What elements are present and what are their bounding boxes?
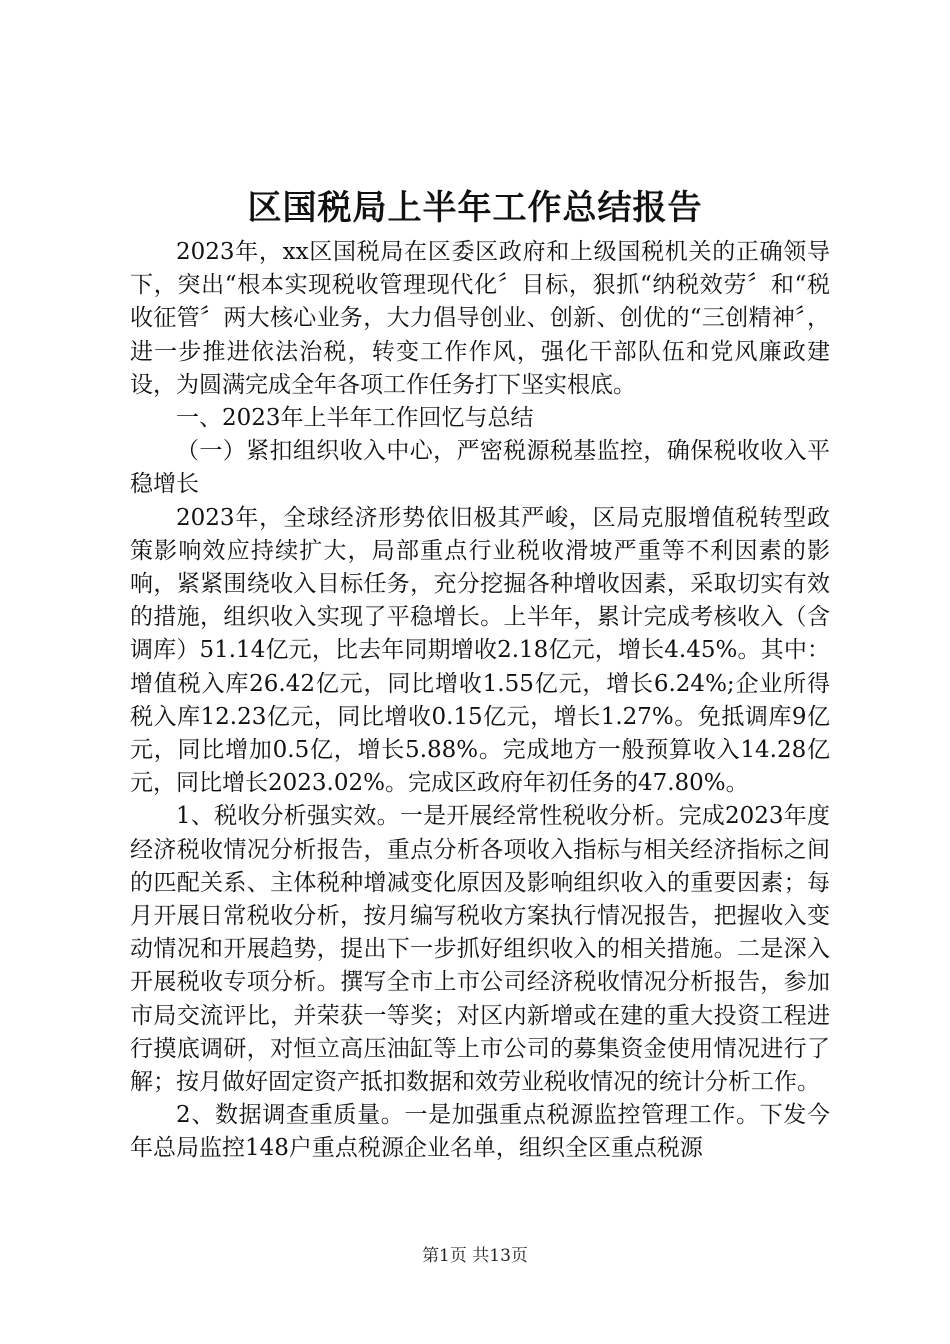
section-heading: 一、2023年上半年工作回忆与总结: [176, 405, 534, 432]
page-total: 共13页: [472, 1246, 528, 1266]
page-number: 第1页: [422, 1246, 467, 1266]
page-footer: [0, 1244, 950, 1268]
paragraph-revenue: 2023年，全球经济形势依旧极其严峻，区局克服增值税转型政策影响效应持续扩大，局部重点行业税收滑坡严重等不利因素的影响，紧紧围绕收入目标任务，充分挖掘各种增收因素，采取切实有效的措施，组织收入实现了平稳增长。上半年，累计完成考核收入（含调库）51.14亿元，比去年同期增收2.18亿元，增长4.45%。其中：增值税入库26.42亿元，同比增收1.55亿元，增长6.24%;企业所得税入库12.23亿元，同比增收0.15亿元，增长1.27%。免抵调库9亿元，同比增加0.5亿，增长5.88%。完成地方一般预算收入14.28亿元，同比增长2023.02%。完成区政府年初任务的47.80%。: [130, 504, 830, 797]
document-title: 区国税局上半年工作总结报告: [247, 188, 703, 228]
subsection-heading: （一）紧扣组织收入中心，严密税源税基监控，确保税收收入平稳增长: [130, 438, 830, 498]
paragraph-data-survey: 2、数据调查重质量。一是加强重点税源监控管理工作。下发今年总局监控148户重点税源企业名单，组织全区重点税源: [130, 1102, 830, 1162]
document-body: [130, 236, 830, 1166]
paragraph-intro: 2023年，xx区国税局在区委区政府和上级国税机关的正确领导下，突出“根本实现税收管理现代化〞目标，狠抓“纳税效劳〞和“税收征管〞两大核心业务，大力倡导创业、创新、创优的“三创精神〞，进一步推进依法治税，转变工作作风，强化干部队伍和党风廉政建设，为圆满完成全年各项工作任务打下坚实根底。: [130, 239, 830, 398]
paragraph-tax-analysis: 1、税收分析强实效。一是开展经常性税收分析。完成2023年度经济税收情况分析报告，重点分析各项收入指标与相关经济指标之间的匹配关系、主体税种增减变化原因及影响组织收入的重要因素；每月开展日常税收分析，按月编写税收方案执行情况报告，把握收入变动情况和开展趋势，提出下一步抓好组织收入的相关措施。二是深入开展税收专项分析。撰写全市上市公司经济税收情况分析报告，参加市局交流评比，并荣获一等奖；对区内新增或在建的重大投资工程进行摸底调研，对恒立高压油缸等上市公司的募集资金使用情况进行了解；按月做好固定资产抵扣数据和效劳业税收情况的统计分析工作。: [130, 803, 830, 1096]
